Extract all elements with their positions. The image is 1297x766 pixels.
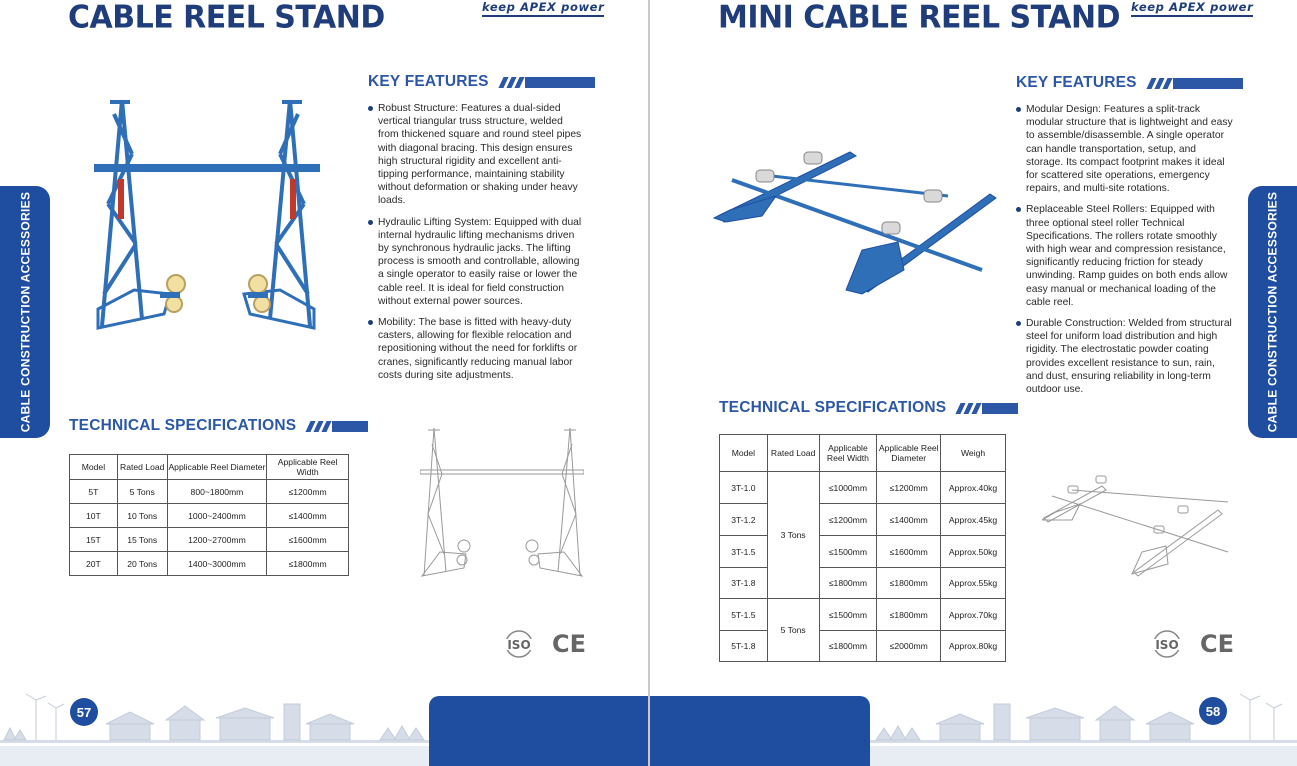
spec-table [719,434,1006,662]
spec-table [69,454,349,576]
iso-logo [1148,630,1186,663]
heading-stripes-icon [308,421,368,432]
reel-stand-line-drawing [420,424,584,580]
svg-text:ISO: ISO [1155,638,1179,652]
table-row: 5T-1.8 ≤1800mm ≤2000mm Approx.80kg [720,631,1006,662]
cable-reel-stand-photo [94,94,320,334]
key-features-heading [368,73,595,91]
feature-item: Modular Design: Features a split-track modular structure that is lightweight and easy to assemble/disassemble. A single operator can handle transportation, setup, and storage. Its compact footprint makes it ideal for scattered site operations, emergency repairs, and multi-site rotations. [1016,103,1234,195]
page-number: 58 [1199,697,1227,725]
table-header: Weigh [941,435,1006,472]
mini-stand-line-drawing [1042,460,1230,578]
rated-load-cell: 5 Tons [767,599,819,662]
table-row: 3T-1.2 ≤1200mm ≤1400mm Approx.45kg [720,504,1006,536]
features-list [1016,103,1234,404]
table-row: 3T-1.0 3 Tons ≤1000mm ≤1200mm Approx.40kg [720,472,1006,504]
mini-cable-reel-stand-photo [712,130,1002,300]
feature-item: Replaceable Steel Rollers: Equipped with three optional steel roller Technical Specifications. The rollers rotate smoothly with high wear and compression resistance, significantly reducing friction for steady unwinding. Ramp guides on both ends allow easy manual or mechanical loading of the cable reel. [1016,203,1234,309]
left-page [0,0,648,766]
tech-spec-label: TECHNICAL SPECIFICATIONS [719,399,947,416]
tech-spec-heading [69,417,368,435]
feature-item: Robust Structure: Features a dual-sided vertical triangular truss structure, welded from thickened square and round steel pipes with diagonal bracing. This design ensures high structural rigidity and excellent anti-tipping performance, maintaining stability without deformation or shaking under heavy loads. [368,102,586,208]
feature-item: Hydraulic Lifting System: Equipped with dual internal hydraulic lifting mechanisms driven by synchronous hydraulic jacks. The lifting process is smooth and controllable, allowing a single operator to easily raise or lower the cable reel. It is ideal for field construction without external power sources. [368,216,586,308]
bottom-tab [429,696,648,766]
heading-stripes-icon [501,77,595,88]
table-header: Rated Load [117,455,167,480]
page-title: MINI CABLE REEL STAND [718,0,1120,36]
table-header: Applicable Reel Width [819,435,877,472]
bottom-tab [650,696,870,766]
bullet-icon [368,320,373,325]
ce-mark: CE [1200,630,1235,658]
table-header: Applicable Reel Diameter [877,435,941,472]
table-header: Model [70,455,118,480]
table-header: Model [720,435,768,472]
brand-tagline: keep APEX power [1131,0,1253,17]
table-row: 3T-1.5 ≤1500mm ≤1600mm Approx.50kg [720,536,1006,568]
key-features-heading [1016,74,1243,92]
table-header: Applicable Reel Diameter [167,455,267,480]
heading-stripes-icon [958,403,1018,414]
key-features-label: KEY FEATURES [368,73,489,90]
key-features-label: KEY FEATURES [1016,74,1137,91]
tech-spec-label: TECHNICAL SPECIFICATIONS [69,417,297,434]
tech-spec-heading [719,399,1018,417]
bullet-icon [1016,321,1021,326]
footer-skyline-decoration [870,688,1297,766]
table-row: 5T 5 Tons 800~1800mm ≤1200mm [70,480,349,504]
rated-load-cell: 3 Tons [767,472,819,599]
table-row: 20T 20 Tons 1400~3000mm ≤1800mm [70,552,349,576]
table-row: 15T 15 Tons 1200~2700mm ≤1600mm [70,528,349,552]
section-side-tab: CABLE CONSTRUCTION ACCESSORIES [0,186,50,438]
bullet-icon [1016,107,1021,112]
brand-tagline: keep APEX power [482,0,604,17]
bullet-icon [368,106,373,111]
table-row: 5T-1.5 5 Tons ≤1500mm ≤1800mm Approx.70kg [720,599,1006,631]
ce-mark: CE [552,630,587,658]
svg-text:ISO: ISO [507,638,531,652]
bullet-icon [1016,207,1021,212]
features-list [368,102,586,390]
right-page [650,0,1297,766]
page-number: 57 [70,698,98,726]
feature-item: Durable Construction: Welded from structural steel for uniform load distribution and high rigidity. The electrostatic powder coating provides excellent resistance to sun, rain, and dust, ensuring reliability in long-term outdoor use. [1016,317,1234,396]
table-header: Applicable Reel Width [267,455,349,480]
section-side-tab: CABLE CONSTRUCTION ACCESSORIES [1248,186,1297,438]
iso-logo [500,630,538,663]
bullet-icon [368,220,373,225]
table-header: Rated Load [767,435,819,472]
table-row: 3T-1.8 ≤1800mm ≤1800mm Approx.55kg [720,568,1006,599]
page-title: CABLE REEL STAND [68,0,385,36]
heading-stripes-icon [1149,78,1243,89]
feature-item: Mobility: The base is fitted with heavy-duty casters, allowing for flexible relocation and repositioning without the need for forklifts or cranes, significantly reducing manual labor costs during site adjustments. [368,316,586,382]
table-row: 10T 10 Tons 1000~2400mm ≤1400mm [70,504,349,528]
